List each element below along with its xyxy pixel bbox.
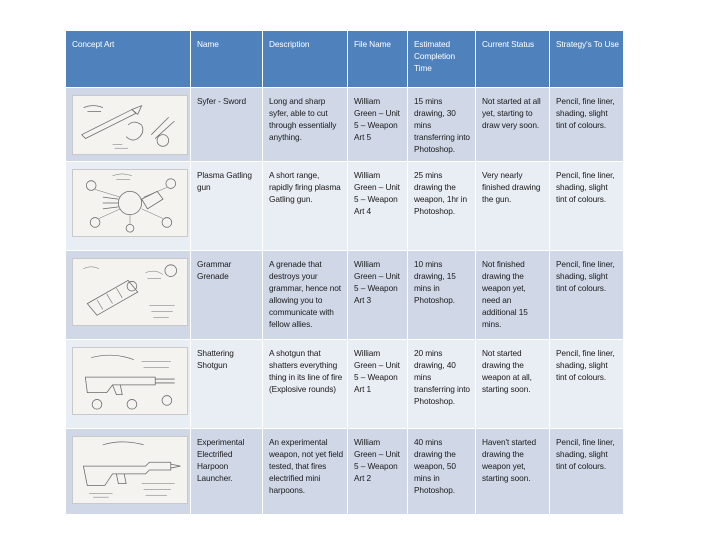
header-estimated-time: Estimated Completion Time: [408, 31, 476, 88]
estimated-time: 10 mins drawing, 15 mins in Photoshop.: [408, 251, 476, 340]
weapon-description: A short range, rapidly firing plasma Gatling gun.: [263, 162, 348, 251]
concept-art-cell: [66, 340, 191, 429]
table-row: [66, 251, 624, 340]
concept-art-cell: [66, 162, 191, 251]
estimated-time: 25 mins drawing the weapon, 1hr in Photoshop.: [408, 162, 476, 251]
weapon-description: A grenade that destroys your grammar, hence not allowing you to communicate with fellow allies.: [263, 251, 348, 340]
header-file-name: File Name: [348, 31, 408, 88]
header-strategy: Strategy's To Use: [550, 31, 624, 88]
weapon-description: An experimental weapon, not yet field tested, that fires electrified mini harpoons.: [263, 429, 348, 515]
shotgun-sketch-image: [72, 347, 188, 415]
table-row: [66, 340, 624, 429]
header-description: Description: [263, 31, 348, 88]
current-status: Not started at all yet, starting to draw very soon.: [476, 88, 550, 162]
current-status: Not started drawing the weapon at all, starting soon.: [476, 340, 550, 429]
weapon-name: Shattering Shotgun: [191, 340, 263, 429]
weapon-name: Grammar Grenade: [191, 251, 263, 340]
weapon-description: Long and sharp syfer, able to cut through essentially anything.: [263, 88, 348, 162]
strategy: Pencil, fine liner, shading, slight tint of colours.: [550, 162, 624, 251]
weapon-name: Plasma Gatling gun: [191, 162, 263, 251]
concept-art-cell: [66, 429, 191, 515]
concept-art-cell: [66, 251, 191, 340]
weapon-description: A shotgun that shatters everything thing in its line of fire (Explosive rounds): [263, 340, 348, 429]
estimated-time: 15 mins drawing, 30 mins transferring into Photoshop.: [408, 88, 476, 162]
file-name: William Green – Unit 5 – Weapon Art 3: [348, 251, 408, 340]
strategy: Pencil, fine liner, shading, slight tint of colours.: [550, 251, 624, 340]
grenade-sketch-image: [72, 258, 188, 326]
table-row: [66, 162, 624, 251]
file-name: William Green – Unit 5 – Weapon Art 5: [348, 88, 408, 162]
header-name: Name: [191, 31, 263, 88]
concept-art-table: [65, 30, 624, 515]
current-status: Not finished drawing the weapon yet, need an additional 15 mins.: [476, 251, 550, 340]
current-status: Very nearly finished drawing the gun.: [476, 162, 550, 251]
weapon-name: Experimental Electrified Harpoon Launcher.: [191, 429, 263, 515]
file-name: William Green – Unit 5 – Weapon Art 4: [348, 162, 408, 251]
sword-sketch-image: [72, 95, 188, 155]
file-name: William Green – Unit 5 – Weapon Art 2: [348, 429, 408, 515]
header-row: [66, 31, 624, 88]
harpoon-launcher-sketch-image: [72, 436, 188, 504]
strategy: Pencil, fine liner, shading, slight tint of colours.: [550, 429, 624, 515]
current-status: Haven't started drawing the weapon yet, starting soon.: [476, 429, 550, 515]
table-row: [66, 429, 624, 515]
header-concept-art: Concept Art: [66, 31, 191, 88]
strategy: Pencil, fine liner, shading, slight tint of colours.: [550, 88, 624, 162]
weapon-name: Syfer - Sword: [191, 88, 263, 162]
strategy: Pencil, fine liner, shading, slight tint of colours.: [550, 340, 624, 429]
header-current-status: Current Status: [476, 31, 550, 88]
gatling-gun-sketch-image: [72, 169, 188, 237]
table-row: [66, 88, 624, 162]
estimated-time: 40 mins drawing the weapon, 50 mins in Photoshop.: [408, 429, 476, 515]
estimated-time: 20 mins drawing, 40 mins transferring into Photoshop.: [408, 340, 476, 429]
concept-art-cell: [66, 88, 191, 162]
file-name: William Green – Unit 5 – Weapon Art 1: [348, 340, 408, 429]
